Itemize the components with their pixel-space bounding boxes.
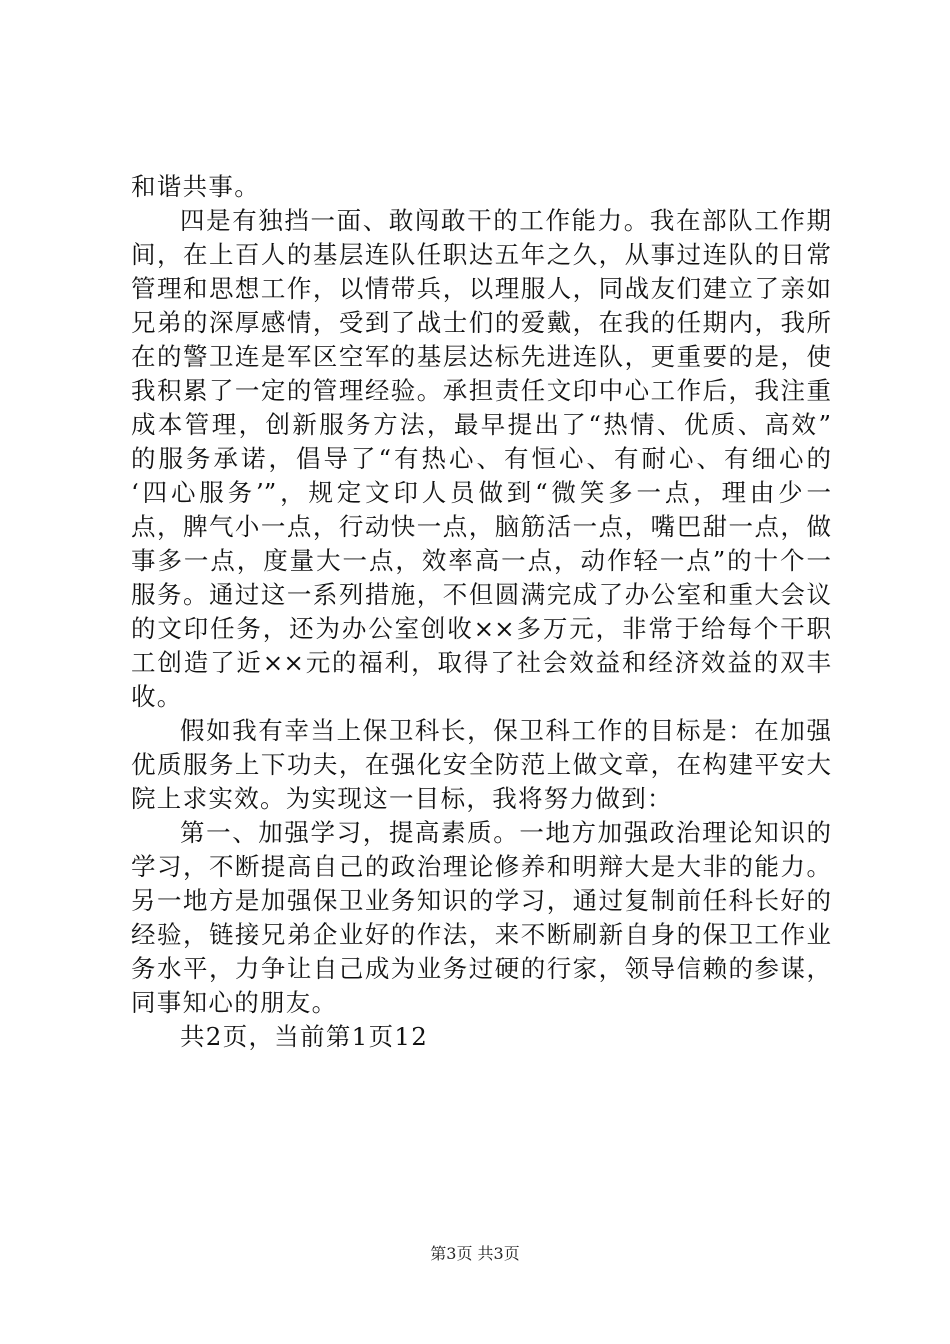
text-line: 服务。通过这一系列措施，不但圆满完成了办公室和重大会议 — [131, 580, 831, 609]
text-line: 院上求实效。为实现这一目标，我将努力做到： — [131, 784, 673, 813]
text-line: 的服务承诺，倡导了“有热心、有恒心、有耐心、有细心的 — [131, 444, 831, 473]
text-line: 收。 — [131, 682, 183, 711]
text-line: 我积累了一定的管理经验。承担责任文印中心工作后，我注重 — [131, 376, 831, 405]
page-footer: 第3页 共3页 — [430, 1244, 520, 1263]
text-line: 优质服务上下功夫，在强化安全防范上做文章，在构建平安大 — [131, 750, 831, 779]
text-line: 点，脾气小一点，行动快一点，脑筋活一点，嘴巴甜一点，做 — [131, 512, 831, 541]
paragraph-start-line: 假如我有幸当上保卫科长，保卫科工作的目标是：在加强 — [180, 716, 831, 745]
text-line: 的文印任务，还为办公室创收××多万元，非常于给每个干职 — [131, 614, 831, 643]
paragraph-start-line: 第一、加强学习，提高素质。一地方加强政治理论知识的 — [180, 818, 831, 847]
inline-page-note: 共2页，当前第1页12 — [180, 1022, 429, 1051]
text-line: 成本管理，创新服务方法，最早提出了“热情、优质、高效” — [131, 410, 831, 439]
paragraph-start-line: 四是有独挡一面、敢闯敢干的工作能力。我在部队工作期 — [180, 206, 831, 235]
text-line: 事多一点，度量大一点，效率高一点，动作轻一点”的十个一 — [131, 546, 831, 575]
text-line: 和谐共事。 — [131, 172, 260, 201]
text-line: 务水平，力争让自己成为业务过硬的行家，领导信赖的参谋， — [131, 954, 831, 983]
text-line: 另一地方是加强保卫业务知识的学习，通过复制前任科长好的 — [131, 886, 831, 915]
text-line: 兄弟的深厚感情，受到了战士们的爱戴，在我的任期内，我所 — [131, 308, 831, 337]
text-line: 工创造了近××元的福利，取得了社会效益和经济效益的双丰 — [131, 648, 831, 677]
text-line: ‘四心服务’”，规定文印人员做到“微笑多一点，理由少一 — [131, 478, 831, 507]
body-text — [131, 170, 831, 1054]
text-line: 管理和思想工作，以情带兵，以理服人，同战友们建立了亲如 — [131, 274, 831, 303]
text-line: 学习，不断提高自己的政治理论修养和明辩大是大非的能力。 — [131, 852, 831, 881]
text-line: 经验，链接兄弟企业好的作法，来不断刷新自身的保卫工作业 — [131, 920, 831, 949]
text-line: 同事知心的朋友。 — [131, 988, 338, 1017]
text-line: 间，在上百人的基层连队任职达五年之久，从事过连队的日常 — [131, 240, 831, 269]
text-line: 在的警卫连是军区空军的基层达标先进连队，更重要的是，使 — [131, 342, 831, 371]
